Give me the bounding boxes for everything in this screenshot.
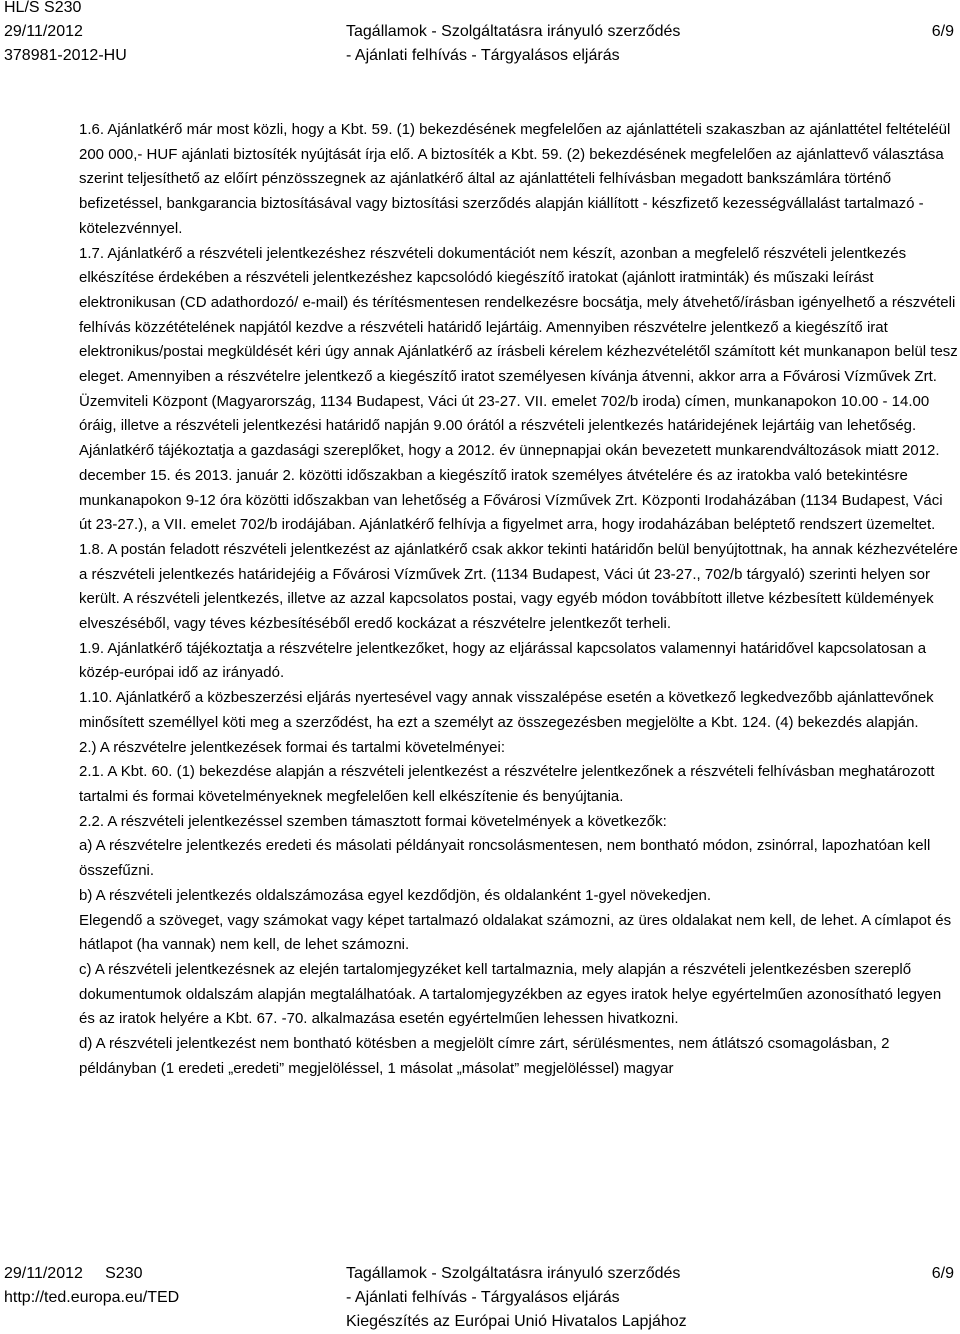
header-date: 29/11/2012: [4, 23, 83, 40]
footer-date: 29/11/2012: [4, 1265, 83, 1282]
footer-title-line1: Tagállamok - Szolgáltatásra irányuló szerződés: [346, 1265, 681, 1282]
paragraph-1-7: 1.7. Ajánlatkérő a részvételi jelentkezéshez részvételi dokumentációt nem készít, azonban a megfelelő részvételi jelentkezés elkészítése érdekében a részvételi jelentkezéshez kapcsolódó kiegészítő iratokat (ajánlott iratminták) és műszaki leírást elektronikusan (CD adathordozó/ e-mail) és térítésmentesen rendelkezésre bocsátja, mely átvehető/írásban igényelhető a részvételi felhívás közzétételének napjától kezdve a részvételi határidő lejártáig. Amennyiben részvételre jelentkező a kiegészítő irat elektronikus/postai megküldését kéri úgy annak Ajánlatkérő az írásbeli kérelem kézhezvételétől számított két munkanapon belül tesz eleget. Amennyiben a részvételre jelentkező a kiegészítő iratot személyesen kívánja átvenni, akkor arra a Fővárosi Vízművek Zrt. Üzemviteli Központ (Magyarország, 1134 Budapest, Váci út 23-27. VII. emelet 702/b iroda) címen, munkanapokon 10.00 - 14.00 óráig, illetve a részvételi jelentkezési határidő napján 9.00 órától a részvételi jelentkezés határidejének lejártáig van lehetőség.: [79, 244, 958, 435]
footer-title-line3: Kiegészítés az Európai Unió Hivatalos Lapjához: [346, 1313, 687, 1330]
header-doc-id: 378981-2012-HU: [4, 47, 127, 64]
paragraph-1-8: 1.8. A postán feladott részvételi jelentkezést az ajánlatkérő csak akkor tekinti határidőn belül benyújtottnak, ha annak kézhezvételére a részvételi jelentkezés határidejéig a Fővárosi Vízművek Zrt. (1134 Budapest, Váci út 23-27., 702/b tárgyaló) szerinti helyen sor került. A részvételi jelentkezés, illetve az azzal kapcsolatos postai, vagy egyéb módon továbbított illetve kézbesített küldemények elveszéséből, vagy téves kézbesítéséből eredő kockázat a részvételre jelentkezőt terheli.: [79, 540, 958, 633]
paragraph-2: 2.) A részvételre jelentkezések formai és tartalmi követelményei:: [79, 738, 506, 756]
header-series: HL/S S230: [4, 0, 82, 16]
paragraph-d: d) A részvételi jelentkezést nem bontható kötésben a megjelölt címre zárt, sérülésmentes, nem átlátszó csomagolásban, 2 példányban (1 eredeti „eredeti” megjelöléssel, 1 másolat „másolat” megjelöléssel) magyar: [79, 1035, 890, 1077]
paragraph-1-9: 1.9. Ajánlatkérő tájékoztatja a részvételre jelentkezőket, hogy az eljárással kapcsolatos valamennyi határidővel kapcsolatosan a közép-európai idő az irányadó.: [79, 639, 927, 682]
paragraph-1-6: 1.6. Ajánlatkérő már most közli, hogy a Kbt. 59. (1) bekezdésének megfelelően az ajánlattételi szakaszban az ajánlattétel feltételéül 200 000,- HUF ajánlati biztosíték nyújtását írja elő. A biztosíték a Kbt. 59. (2) bekezdésének megfelelően az ajánlattevő választása szerint teljesíthető az előírt pénzösszegnek az ajánlatkérő által az ajánlattételi felhívásban megadott bankszámlára történő befizetéssel, bankgarancia biztosításával vagy biztosítási szerződés alapján kiállított - készfizető kezességvállalást tartalmazó - kötelezvénnyel.: [79, 121, 951, 237]
footer-url[interactable]: http://ted.europa.eu/TED: [4, 1289, 180, 1306]
page-header: [0, 0, 960, 70]
header-title-line1: Tagállamok - Szolgáltatásra irányuló szerződés: [346, 23, 681, 40]
paragraph-1-10: 1.10. Ajánlatkérő a közbeszerzési eljárás nyertesével vagy annak visszalépése esetén a következő legkedvezőbb ajánlattevőnek minősített személlyel köti meg a szerződést, ha ezt a személyt az összegezésben megjelölte a Kbt. 124. (4) bekezdés alapján.: [79, 689, 934, 731]
paragraph-info: Ajánlatkérő tájékoztatja a gazdasági szereplőket, hogy a 2012. év ünnepnapjai okán bevezetett munkarendváltozások miatt 2012. december 15. és 2013. január 2. közötti időszakban a kiegészítő iratok személyes átvételére és az iratokba való betekintésre munkanapokon 9-12 óra közötti időszakban van lehetőség a Fővárosi Vízművek Zrt. Központi Irodaházában (1134 Budapest, Váci út 23-27.), a VII. emelet 702/b irodájában. Ajánlatkérő felhívja a figyelmet arra, hogy irodaházában beléptető rendszert üzemeltet.: [79, 442, 943, 534]
footer-series: S230: [105, 1265, 143, 1282]
footer-date-series: [4, 1262, 143, 1286]
header-page-number: 6/9: [931, 23, 954, 40]
paragraph-c: c) A részvételi jelentkezésnek az elején tartalomjegyzéket kell tartalmaznia, mely alapján a részvételi jelentkezésben szereplő dokumentumok oldalszám alapján megtalálhatóak. A tartalomjegyzékben az egyes iratok helye egyértelműen azonosítható legyen és az iratok helyére a Kbt. 67. -70. alkalmazása esetén egyértelműen lehessen hivatkozni.: [79, 960, 942, 1028]
paragraph-2-2: 2.2. A részvételi jelentkezéssel szemben támasztott formai követelmények a következők:: [79, 812, 667, 830]
header-title-line2: - Ajánlati felhívás - Tárgyalásos eljárás: [346, 47, 620, 64]
paragraph-numbering: Elegendő a szöveget, vagy számokat vagy képet tartalmazó oldalakat számozni, az üres oldalakat nem kell, de lehet. A címlapot és hátlapot (ha vannak) nem kell, de lehet számozni.: [79, 911, 952, 954]
paragraph-2-1: 2.1. A Kbt. 60. (1) bekezdése alapján a részvételi jelentkezést a részvételre jelentkezőnek a részvételi felhívásban meghatározott tartalmi és formai követelményeknek megfelelően kell elkészítenie és benyújtania.: [79, 763, 935, 805]
footer-page-number: 6/9: [931, 1265, 954, 1282]
document-body: [79, 118, 959, 1081]
footer-title-line2: - Ajánlati felhívás - Tárgyalásos eljárás: [346, 1289, 620, 1306]
paragraph-b: b) A részvételi jelentkezés oldalszámozása egyel kezdődjön, és oldalanként 1-gyel növekedjen.: [79, 886, 712, 904]
page-footer: [0, 1262, 960, 1334]
paragraph-a: a) A részvételre jelentkezés eredeti és másolati példányait roncsolásmentesen, nem bontható módon, zsinórral, lapozhatóan kell összefűzni.: [79, 837, 931, 880]
